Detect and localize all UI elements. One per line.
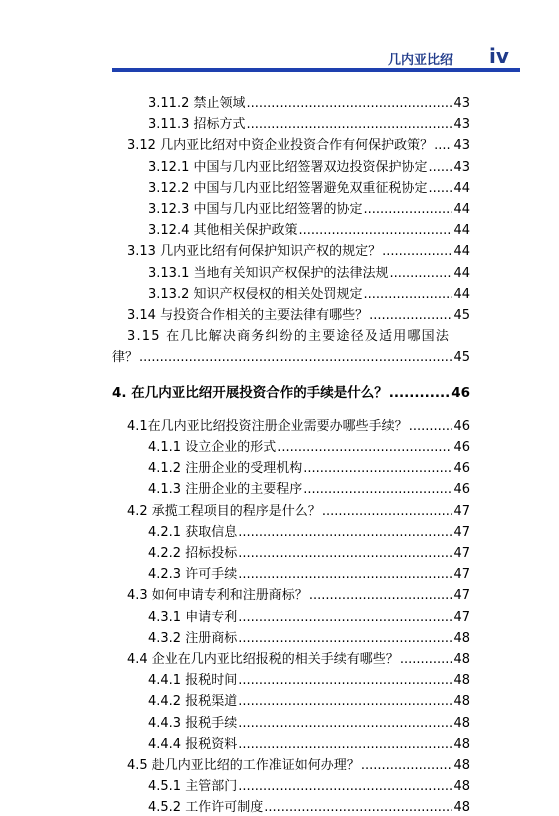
toc-label: 4.5.2 工作许可制度 xyxy=(148,800,264,815)
leader-dots xyxy=(363,202,452,218)
toc-label: 4.4.3 报税手续 xyxy=(148,716,238,731)
toc-page: 46 xyxy=(453,482,470,497)
leader-dots xyxy=(238,737,452,753)
leader-dots xyxy=(238,610,452,626)
toc-chapter-entry[interactable] xyxy=(112,385,470,401)
toc-page: 47 xyxy=(453,525,470,540)
toc-entry[interactable] xyxy=(148,461,470,477)
leader-dots xyxy=(303,461,452,477)
toc-entry[interactable] xyxy=(127,419,470,435)
toc-page: 47 xyxy=(453,588,470,603)
toc-label: 3.12.1 中国与几内亚比绍签署双边投资保护协定 xyxy=(148,160,428,175)
toc-entry[interactable] xyxy=(148,567,470,583)
leader-dots xyxy=(298,223,452,239)
toc-label: 4.1.1 设立企业的形式 xyxy=(148,440,277,455)
toc-entry[interactable] xyxy=(148,181,470,197)
toc-label: 4.2.2 招标投标 xyxy=(148,546,238,561)
toc-page: 44 xyxy=(453,181,470,196)
toc-page: 48 xyxy=(453,631,470,646)
toc-entry[interactable] xyxy=(148,266,470,282)
leader-dots xyxy=(400,652,453,668)
toc-entry[interactable] xyxy=(127,652,470,668)
toc-label: 4.5 赴几内亚比绍的工作准证如何办理？ xyxy=(127,758,360,773)
page-header xyxy=(0,0,559,80)
leader-dots xyxy=(264,800,452,816)
toc-label: 4.2.1 获取信息 xyxy=(148,525,238,540)
toc-label: 4. 在几内亚比绍开展投资合作的手续是什么？ xyxy=(112,385,388,401)
toc-entry[interactable] xyxy=(148,737,470,753)
toc-entry[interactable] xyxy=(148,202,470,218)
header-rule xyxy=(112,68,520,72)
toc-page: 43 xyxy=(453,160,470,175)
leader-dots xyxy=(238,525,452,541)
toc-entry[interactable] xyxy=(127,504,470,520)
toc-entry[interactable] xyxy=(148,525,470,541)
leader-dots xyxy=(369,308,452,324)
toc-entry[interactable] xyxy=(148,117,470,133)
toc-label: 4.1.2 注册企业的受理机构 xyxy=(148,461,303,476)
toc-entry[interactable] xyxy=(127,244,470,260)
toc-page: 45 xyxy=(453,308,470,323)
toc-page: 47 xyxy=(453,546,470,561)
toc-entry[interactable] xyxy=(112,350,470,366)
toc-entry[interactable] xyxy=(127,138,470,154)
toc-page: 43 xyxy=(453,138,470,153)
toc-page: 47 xyxy=(453,610,470,625)
toc-page: 44 xyxy=(453,223,470,238)
leader-dots xyxy=(309,588,453,604)
leader-dots xyxy=(361,758,453,774)
toc-entry[interactable] xyxy=(148,673,470,689)
leader-dots xyxy=(238,716,452,732)
page-number: iv xyxy=(489,44,509,68)
leader-dots xyxy=(277,440,452,456)
toc-label: 3.11.3 招标方式 xyxy=(148,117,246,132)
toc-label: 3.13.2 知识产权侵权的相关处罚规定 xyxy=(148,287,363,302)
toc-page: 48 xyxy=(453,716,470,731)
leader-dots xyxy=(246,117,452,133)
toc-entry[interactable] xyxy=(148,800,470,816)
toc-entry[interactable] xyxy=(148,287,470,303)
running-title: 几内亚比绍 xyxy=(388,53,454,68)
toc-label: 4.3.1 申请专利 xyxy=(148,610,238,625)
leader-dots xyxy=(139,350,452,366)
leader-dots xyxy=(322,504,453,520)
leader-dots xyxy=(238,694,452,710)
leader-dots xyxy=(428,181,452,197)
leader-dots xyxy=(389,266,452,282)
toc-label: 4.1.3 注册企业的主要程序 xyxy=(148,482,303,497)
toc-label: 律？ xyxy=(112,350,139,365)
leader-dots xyxy=(238,631,452,647)
toc-label: 4.3.2 注册商标 xyxy=(148,631,238,646)
toc-entry[interactable] xyxy=(148,716,470,732)
toc-label: 3.11.2 禁止领域 xyxy=(148,96,246,111)
toc-label: 3.12.4 其他相关保护政策 xyxy=(148,223,298,238)
toc-entry[interactable] xyxy=(148,631,470,647)
toc-entry[interactable] xyxy=(148,482,470,498)
toc-page: 48 xyxy=(453,737,470,752)
toc-entry-first-line[interactable] xyxy=(127,329,450,345)
toc-entry[interactable] xyxy=(148,694,470,710)
toc-label: 3.15 在几比解决商务纠纷的主要途径及适用哪国法 xyxy=(127,329,451,344)
toc-label: 3.13 几内亚比绍有何保护知识产权的规定？ xyxy=(127,244,382,259)
toc-label: 4.2 承揽工程项目的程序是什么？ xyxy=(127,504,321,519)
leader-dots xyxy=(238,567,452,583)
toc-entry[interactable] xyxy=(148,160,470,176)
toc-entry[interactable] xyxy=(127,588,470,604)
toc-label: 4.4.1 报税时间 xyxy=(148,673,238,688)
toc-entry[interactable] xyxy=(127,308,470,324)
leader-dots xyxy=(409,419,453,435)
toc-page: 47 xyxy=(453,504,470,519)
leader-dots xyxy=(434,138,452,154)
toc-label: 3.13.1 当地有关知识产权保护的法律法规 xyxy=(148,266,389,281)
toc-page: 46 xyxy=(453,419,470,434)
leader-dots xyxy=(363,287,452,303)
toc-page: 44 xyxy=(453,202,470,217)
toc-label: 3.12 几内亚比绍对中资企业投资合作有何保护政策？ xyxy=(127,138,434,153)
toc-entry[interactable] xyxy=(127,758,470,774)
toc-page: 48 xyxy=(453,800,470,815)
toc-label: 4.4 企业在几内亚比绍报税的相关手续有哪些？ xyxy=(127,652,399,667)
toc-label: 4.4.2 报税渠道 xyxy=(148,694,238,709)
toc-entry[interactable] xyxy=(148,440,470,456)
toc-entry[interactable] xyxy=(148,610,470,626)
toc-page: 48 xyxy=(453,758,470,773)
toc-page: 48 xyxy=(453,673,470,688)
toc-page: 45 xyxy=(453,350,470,365)
toc-page: 44 xyxy=(453,244,470,259)
leader-dots xyxy=(303,482,452,498)
toc-page: 48 xyxy=(453,694,470,709)
toc-page: 46 xyxy=(453,461,470,476)
leader-dots xyxy=(389,385,450,401)
toc-label: 3.12.2 中国与几内亚比绍签署避免双重征税协定 xyxy=(148,181,428,196)
toc-page: 44 xyxy=(453,287,470,302)
toc-label: 4.4.4 报税资料 xyxy=(148,737,238,752)
leader-dots xyxy=(238,546,452,562)
toc-page: 48 xyxy=(453,779,470,794)
toc-label: 4.3 如何申请专利和注册商标？ xyxy=(127,588,308,603)
toc-label: 4.1在几内亚比绍投资注册企业需要办哪些手续？ xyxy=(127,419,408,434)
toc-page: 46 xyxy=(453,440,470,455)
toc-label: 3.14 与投资合作相关的主要法律有哪些？ xyxy=(127,308,369,323)
toc-entry[interactable] xyxy=(148,546,470,562)
leader-dots xyxy=(238,673,452,689)
toc-page: 44 xyxy=(453,266,470,281)
leader-dots xyxy=(246,96,452,112)
toc-entry[interactable] xyxy=(148,223,470,239)
toc-entry[interactable] xyxy=(148,96,470,112)
toc-page: 46 xyxy=(451,385,470,401)
toc-label: 3.12.3 中国与几内亚比绍签署的协定 xyxy=(148,202,363,217)
toc-page: 48 xyxy=(453,652,470,667)
toc-page: 47 xyxy=(453,567,470,582)
toc-label: 4.5.1 主管部门 xyxy=(148,779,238,794)
leader-dots xyxy=(428,160,452,176)
toc-page: 43 xyxy=(453,117,470,132)
toc-label: 4.2.3 许可手续 xyxy=(148,567,238,582)
toc-page: 43 xyxy=(453,96,470,111)
leader-dots xyxy=(382,244,452,260)
